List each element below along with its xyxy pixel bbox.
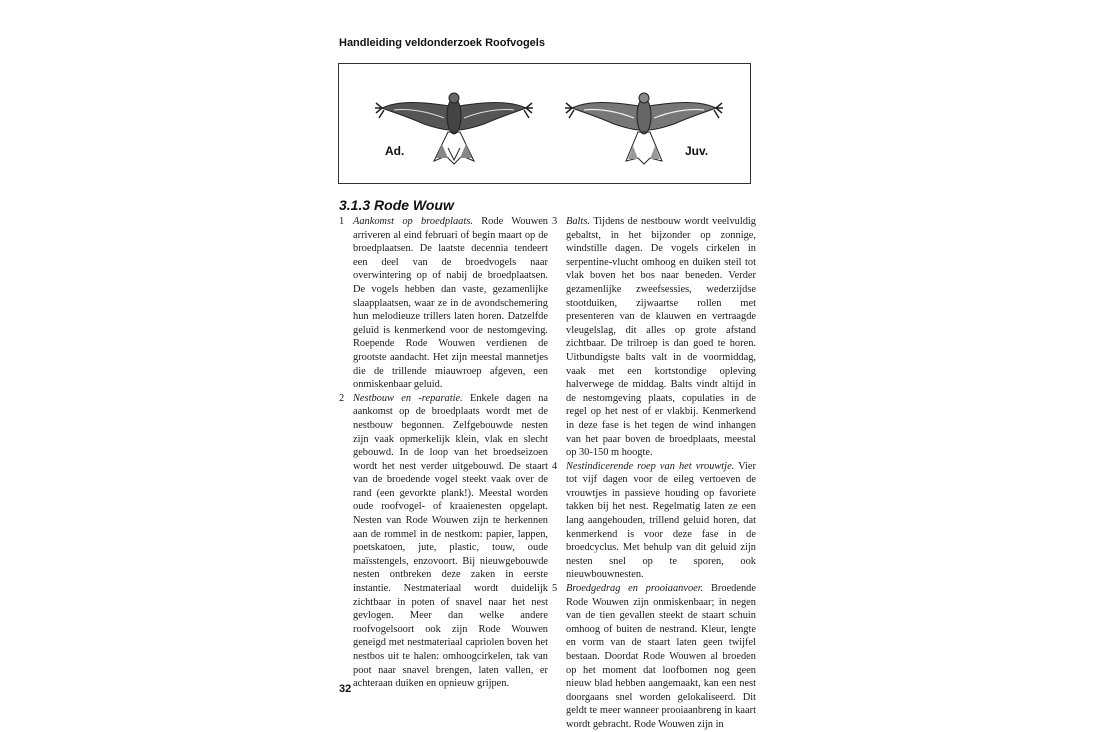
running-head: Handleiding veldonderzoek Roofvogels [339,37,545,49]
kite-illustration-figure [338,63,751,184]
item-number: 3 [552,216,558,227]
section-number: 3.1.3 [339,197,371,213]
list-item [552,215,756,460]
item-lead: Broedgedrag en prooiaanvoer. [566,583,704,595]
item-number: 2 [339,392,345,404]
page-number: 32 [339,683,352,695]
item-lead: Aankomst op broedplaats. [353,216,473,227]
item-text: Enkele dagen na aankomst op de broedplaats wordt met de nestbouw begonnen. Zelfgebouwde nesten zijn vaak opmerkelijk klein, vlak en slecht gebouwd. In de loop van het broedseizoen wordt het nest verder uitgebouwd. De staart van de broedende vogel steekt vaak over de rand (een gevorkte plank!). Meestal worden oude roofvogel- of kraaienesten opgelapt. Nesten van Rode Wouwen zijn te herkennen aan de rommel in de nestkom: papier, lappen, poetskatoen, jute, plastic, touw, oude maïsstengels, enzovoort. Bij nieuwgebouwde nesten ontbreken deze zaken in eerste instantie. Nestmateriaal wordt duidelijk zichtbaar in poten of snavel naar het nest gevlogen. Meer dan welke andere roofvogelsoort ook zijn Rode Wouwen geneigd met nestmateriaal capriolen boven het nestbos uit te halen: omhoogcirkelen, tak van poot naar snavel brengen, laten vallen, er achteraan duiken en opnieuw grijpen. [353,392,548,690]
item-number: 1 [339,216,345,227]
section-title: Rode Wouw [374,197,454,213]
item-text: Rode Wouwen arriveren al eind februari of begin maart op de broedplaatsen. De laatste decennia tendeert een deel van de broedvogels naar overwintering op of nabij de broedplaatsen. De vogels hebben dan vaste, gezamenlijke slaapplaatsen, waar ze in de avondschemering hun melodieuze trillers laten horen. Datzelfde geluid is kenmerkend voor de nestomgeving. Roepende Rode Wouwen verdienen de grootste aandacht. Het zijn meestal mannetjes die de trillende miauwroep afgeven, een onmiskenbaar geluid. [353,216,548,391]
list-item [339,392,548,691]
item-text: Vier tot vijf dagen voor de eileg vertoeven de vrouwtjes in passieve houding op favoriete takken bij het nest. Regelmatig laten ze een lang aangehouden, trillend geluid horen, dat kenmerkend is voor deze fase in de broedcyclus. Met behulp van dit geluid zijn nesten snel op te sporen, ook nieuwbouwnesten. [566,460,756,581]
list-item [552,460,756,582]
item-lead: Balts. [566,216,590,227]
list-item [339,215,548,392]
list-item [552,582,756,732]
section-heading [339,197,454,213]
figure-label-juvenile: Juv. [685,144,709,158]
item-number: 5 [552,583,558,595]
text-column-left [339,215,548,691]
item-text: Tijdens de nestbouw wordt veelvuldig gebaltst, in het bijzonder op zonnige, windstille dagen. De vogels cirkelen in serpentine-vlucht omhoog en duiken steil tot vlak boven het bos naar beneden. Verder gezamenlijke zweefsessies, wederzijdse stootduiken, zijwaartse rollen met presenteren van de klauwen en vertraagde vleugelslag, dit alles op grote afstand zichtbaar. De trilroep is dan goed te horen. Uitbundigste balts valt in de voormiddag, vaak met een kortstondige opleving halverwege de middag. Balts vindt altijd in de nestomgeving plaats, copulaties in de regel op het nest of er vlakbij. Kenmerkend in deze fase is het tegen de wind inhangen van het paar boven de broedplaats, meestal op 30-150 m hoogte. [566,216,756,459]
item-number: 4 [552,460,558,472]
text-column-right [552,215,756,732]
item-lead: Nestindicerende roep van het vrouwtje. [566,460,735,472]
item-text: Broedende Rode Wouwen zijn onmiskenbaar; in negen van de tien gevallen steekt de staart schuin omhoog of buiten de nestrand. Kleur, lengte en vorm van de staart laten geen twijfel bestaan. Doordat Rode Wouwen al broeden op het moment dat loofbomen nog geen nieuw blad hebben aangemaakt, kan een nest doorgaans snel worden gelokaliseerd. Dit geldt te meer wanneer prooiaanbreng in kaart wordt gebracht. Rode Wouwen zijn in [566,583,756,730]
item-lead: Nestbouw en -reparatie. [353,392,463,404]
figure-label-adult: Ad. [385,144,405,158]
kite-silhouettes-illustration [339,64,752,185]
